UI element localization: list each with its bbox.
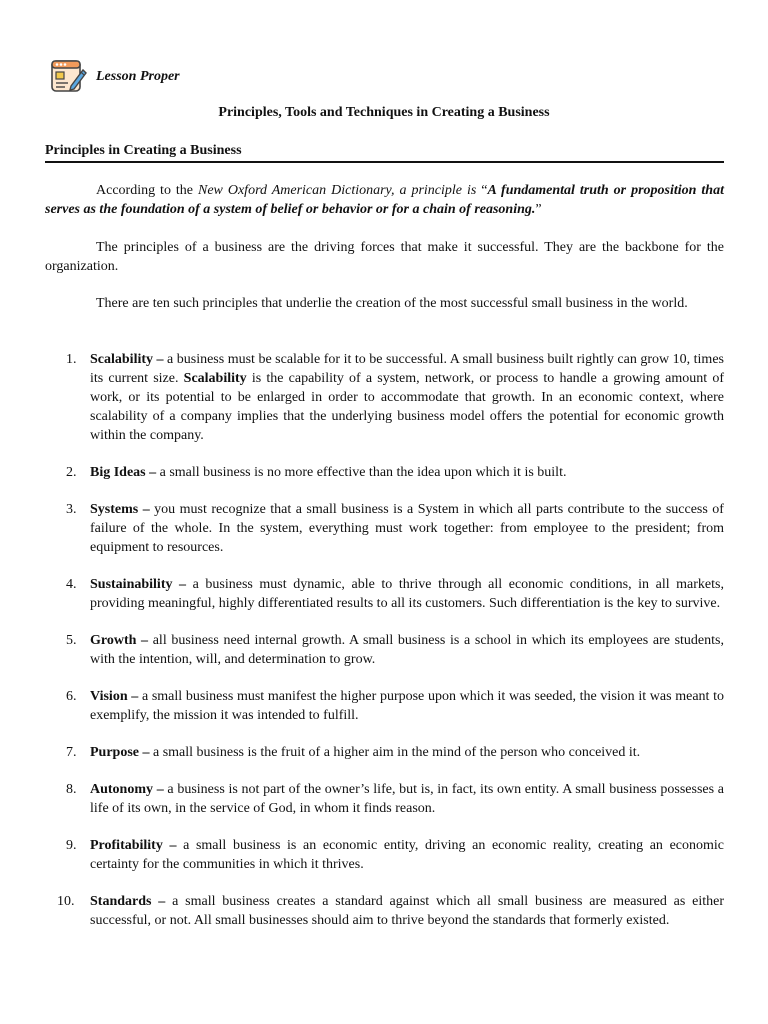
definition-paragraph bbox=[45, 181, 724, 219]
principle-term: Systems – bbox=[90, 502, 150, 517]
ten-principles-paragraph: There are ten such principles that underlie the creation of the most successful small business in the world. bbox=[96, 296, 688, 311]
principle-term: Sustainability – bbox=[90, 577, 187, 592]
principle-item-profitability bbox=[45, 836, 724, 874]
list-number: 2. bbox=[66, 465, 77, 480]
definition-prefix: According to the bbox=[96, 183, 198, 198]
list-number: 10. bbox=[57, 894, 75, 909]
list-number: 6. bbox=[66, 689, 77, 704]
list-number: 8. bbox=[66, 782, 77, 797]
principle-item-vision bbox=[45, 687, 724, 725]
principle-item-sustainability bbox=[45, 575, 724, 613]
driving-forces-paragraph: The principles of a business are the driving forces that make it successful. They are the backbone for the organization. bbox=[45, 240, 724, 274]
list-number: 7. bbox=[66, 745, 77, 760]
lesson-label: Lesson Proper bbox=[96, 68, 180, 84]
principle-item-standards bbox=[45, 892, 724, 930]
principle-item-scalability bbox=[45, 350, 724, 445]
lesson-header bbox=[50, 58, 180, 94]
principle-term-repeat: Scalability bbox=[183, 371, 247, 386]
principle-term: Growth – bbox=[90, 633, 149, 648]
list-number: 9. bbox=[66, 838, 77, 853]
list-number: 5. bbox=[66, 633, 77, 648]
principle-term: Big Ideas – bbox=[90, 465, 157, 480]
principle-term: Vision – bbox=[90, 689, 139, 704]
principle-item-growth bbox=[45, 631, 724, 669]
list-number: 3. bbox=[66, 502, 77, 517]
principle-item-systems bbox=[45, 500, 724, 557]
lesson-notebook-pencil-icon bbox=[50, 58, 88, 94]
principle-text: all business need internal growth. A small business is a school in which its employees are students, with the intention, will, and determination to grow. bbox=[90, 633, 724, 667]
principle-term: Autonomy – bbox=[90, 782, 164, 797]
section-heading: Principles in Creating a Business bbox=[45, 143, 242, 158]
principle-text: a small business creates a standard against which all small business are measured as either successful, or not. All small businesses should aim to thrive beyond the standards that formerly existed. bbox=[90, 894, 724, 928]
definition-close-quote: ” bbox=[535, 202, 542, 217]
principle-term: Profitability – bbox=[90, 838, 177, 853]
definition-source: New Oxford American Dictionary, a principle is bbox=[198, 183, 477, 198]
principle-text: a business must be scalable for it to be successful. A small business built rightly can grow 10, times its current size. bbox=[90, 352, 724, 386]
principle-text: a small business is the fruit of a higher aim in the mind of the person who conceived it. bbox=[149, 745, 641, 760]
principle-text: a small business must manifest the higher purpose upon which it was seeded, the vision it was meant to exemplify, the mission it was intended to fulfill. bbox=[90, 689, 724, 723]
principle-item-purpose bbox=[45, 743, 724, 762]
principle-item-big-ideas bbox=[45, 463, 724, 482]
principle-term: Scalability – bbox=[90, 352, 164, 367]
principle-text: a small business is an economic entity, driving an economic reality, creating an economic certainty for the communities in which it thrives. bbox=[90, 838, 724, 872]
principle-text: a small business is no more effective than the idea upon which it is built. bbox=[156, 465, 567, 480]
section-divider bbox=[45, 161, 724, 163]
definition-open-quote: “ bbox=[476, 183, 488, 198]
definition-quote: A fundamental truth or proposition that serves as the foundation of a system of belief or behavior or for a chain of reasoning. bbox=[45, 183, 724, 217]
principle-text-continued: is the capability of a system, network, or process to handle a growing amount of work, or its potential to be enlarged in order to accommodate that growth. In an economic context, where scalability of a company implies that the underlying business model offers the potential for economic growth within the company. bbox=[90, 371, 725, 443]
list-number: 1. bbox=[66, 352, 77, 367]
principle-text: a business must dynamic, able to thrive through all economic conditions, in all markets, providing meaningful, highly differentiated results to all its customers. Such differentiation is the key to survive. bbox=[90, 577, 724, 611]
list-number: 4. bbox=[66, 577, 77, 592]
principle-term: Purpose – bbox=[90, 745, 150, 760]
principle-term: Standards – bbox=[90, 894, 166, 909]
principle-text: a business is not part of the owner’s life, but is, in fact, its own entity. A small business possesses a life of its own, in the service of God, in whom it finds reason. bbox=[90, 782, 724, 816]
principles-list bbox=[45, 350, 724, 948]
principle-text: you must recognize that a small business is a System in which all parts contribute to the success of failure of the whole. In the system, everything must work together: from employee to the president; from equipment to resources. bbox=[90, 502, 724, 555]
principle-item-autonomy bbox=[45, 780, 724, 818]
document-title: Principles, Tools and Techniques in Creating a Business bbox=[218, 105, 550, 120]
